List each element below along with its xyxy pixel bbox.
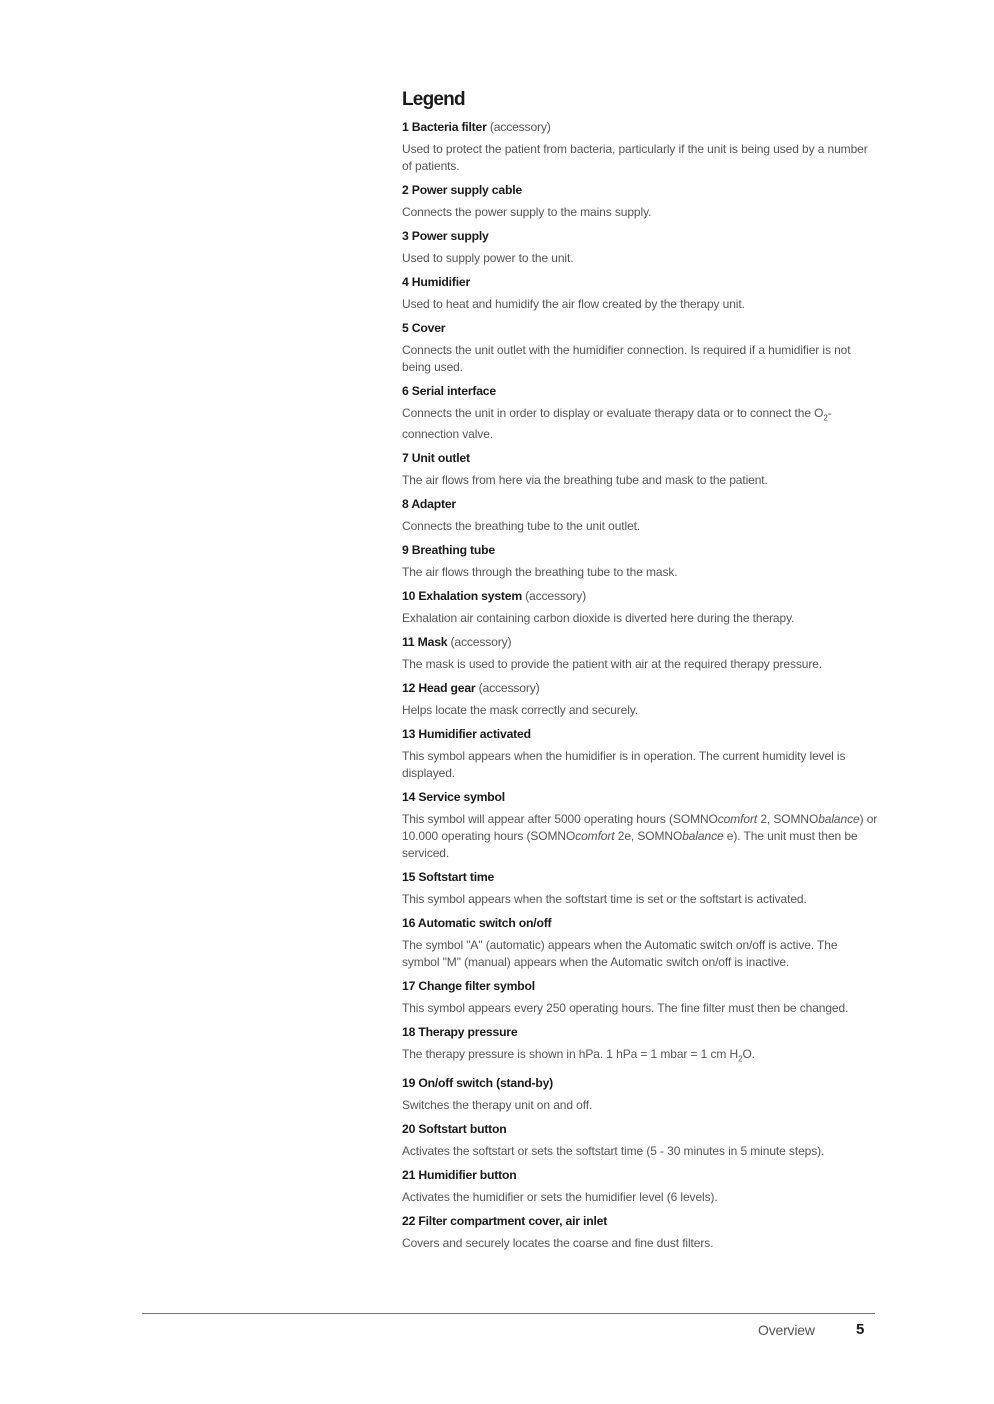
legend-item-heading [402, 589, 878, 604]
legend-item [402, 1122, 878, 1160]
description-text: The mask is used to provide the patient with air at the required therapy pressure. [402, 657, 823, 672]
legend-item-number: 15 [402, 870, 416, 885]
description-text: The air flows through the breathing tube to the mask. [402, 565, 678, 580]
legend-item-description [402, 1143, 878, 1160]
description-text: The therapy pressure is shown in hPa. 1 hPa = 1 mbar = 1 cm H [402, 1047, 739, 1062]
legend-item-number: 20 [402, 1121, 416, 1136]
legend-item-note: (accessory) [525, 589, 586, 604]
legend-item-heading [402, 979, 878, 994]
legend-item-heading [402, 1214, 878, 1229]
legend-item [402, 543, 878, 581]
legend-item-name: Head gear [418, 681, 476, 696]
legend-item-description [402, 702, 878, 719]
legend-item-heading [402, 451, 878, 466]
description-text: Connects the power supply to the mains supply. [402, 205, 652, 219]
legend-item-name: Humidifier button [418, 1167, 517, 1182]
legend-item-heading [402, 916, 878, 931]
legend-item-name: On/off switch (stand-by) [418, 1075, 554, 1090]
legend-item-name: Change filter symbol [418, 979, 535, 994]
legend-item-description [402, 1046, 878, 1067]
legend-item-description [402, 1235, 878, 1252]
legend-item-name: Filter compartment cover, air inlet [418, 1213, 608, 1228]
legend-item-description [402, 748, 878, 782]
legend-item-description [402, 342, 878, 376]
legend-item-number: 12 [402, 681, 416, 696]
legend-item [402, 1214, 878, 1252]
legend-item [402, 870, 878, 908]
footer-divider [142, 1313, 875, 1314]
legend-item [402, 451, 878, 489]
description-text: 2 [738, 1054, 743, 1064]
legend-item-number: 17 [402, 979, 416, 994]
legend-item [402, 681, 878, 719]
description-text: Used to heat and humidify the air flow created by the therapy unit. [402, 297, 745, 311]
legend-item-number: 6 [402, 384, 409, 398]
legend-item-description [402, 1000, 878, 1017]
legend-item-heading [402, 1076, 878, 1091]
legend-item-number: 13 [402, 727, 416, 742]
legend-item-name: Humidifier activated [418, 727, 531, 742]
legend-item-number: 22 [402, 1213, 416, 1228]
footer-section-name: Overview [758, 1322, 815, 1338]
legend-item-name: Power supply cable [411, 183, 522, 197]
description-text: e). The unit must then be serviced. [402, 829, 858, 861]
description-text: This symbol appears when the softstart time is set or the softstart is activated. [402, 892, 807, 907]
legend-item-name: Power supply [411, 229, 489, 243]
legend-item-description [402, 250, 878, 267]
legend-item [402, 589, 878, 627]
legend-item-number: 1 [402, 120, 409, 134]
page-number: 5 [856, 1321, 865, 1338]
legend-item-heading [402, 1025, 878, 1040]
legend-item [402, 120, 878, 175]
legend-item-description [402, 891, 878, 908]
legend-item-description [402, 937, 878, 971]
legend-item-number: 21 [402, 1167, 416, 1182]
legend-item-name: Service symbol [418, 790, 505, 805]
description-text: balance [818, 812, 860, 827]
description-text: Exhalation air containing carbon dioxide is diverted here during the therapy. [402, 611, 795, 626]
legend-item [402, 635, 878, 673]
legend-item [402, 497, 878, 535]
legend-item-number: 18 [402, 1025, 416, 1040]
description-text: Activates the humidifier or sets the humidifier level (6 levels). [402, 1189, 718, 1204]
legend-item-heading [402, 727, 878, 742]
legend-item [402, 1076, 878, 1114]
legend-item-name: Adapter [411, 497, 456, 512]
legend-item-number: 3 [402, 229, 409, 243]
legend-item-description [402, 518, 878, 535]
description-text: Covers and securely locates the coarse and fine dust filters. [402, 1235, 714, 1250]
legend-item-heading [402, 543, 878, 558]
description-text: This symbol will appear after 5000 operating hours (SOMNO [402, 812, 718, 827]
legend-item [402, 790, 878, 862]
legend-item [402, 1025, 878, 1067]
legend-item-name: Exhalation system [418, 589, 522, 604]
legend-item-heading [402, 1168, 878, 1183]
legend-item-heading [402, 1122, 878, 1137]
legend-item-note: (accessory) [478, 681, 540, 696]
description-text: O. [742, 1047, 755, 1062]
legend-item-number: 2 [402, 183, 409, 197]
legend-item [402, 275, 878, 313]
legend-item-name: Softstart time [418, 870, 495, 885]
legend-item-number: 5 [402, 321, 409, 335]
legend-item-description [402, 472, 878, 489]
description-text: Connects the unit outlet with the humidifier connection. Is required if a humidifier is not being used. [402, 343, 851, 374]
legend-item-number: 11 [402, 635, 415, 650]
legend-item-heading [402, 635, 878, 650]
legend-item-name: Softstart button [418, 1121, 507, 1136]
description-text: This symbol appears when the humidifier is in operation. The current humidity level is displayed. [402, 749, 846, 781]
description-text: Switches the therapy unit on and off. [402, 1097, 593, 1112]
legend-item-description [402, 1097, 878, 1114]
legend-item-number: 9 [402, 543, 409, 558]
description-text: Connects the unit in order to display or evaluate therapy data or to connect the O [402, 406, 824, 420]
description-text: ) or 10.000 operating hours (SOMNO [402, 812, 878, 844]
legend-item-name: Breathing tube [411, 543, 495, 558]
legend-item-heading [402, 870, 878, 885]
legend-item-number: 19 [402, 1075, 416, 1090]
legend-item-name: Mask [417, 635, 448, 650]
legend-item-name: Humidifier [411, 275, 471, 289]
legend-item-heading [402, 275, 878, 290]
description-text: Activates the softstart or sets the softstart time (5 - 30 minutes in 5 minute steps). [402, 1143, 825, 1158]
description-text: The air flows from here via the breathing tube and mask to the patient. [402, 473, 768, 488]
legend-item-heading [402, 321, 878, 336]
legend-item-description [402, 1189, 878, 1206]
legend-item-description [402, 656, 878, 673]
legend-item-name: Automatic switch on/off [417, 916, 552, 931]
description-text: Helps locate the mask correctly and securely. [402, 703, 639, 718]
description-text: comfort [717, 812, 758, 827]
description-text: Used to protect the patient from bacteria, particularly if the unit is being used by a number of patients. [402, 142, 868, 173]
legend-item-name: Serial interface [411, 384, 496, 398]
legend-item-heading [402, 681, 878, 696]
legend-item-number: 8 [402, 497, 409, 512]
legend-section [402, 88, 878, 1260]
description-text: Connects the breathing tube to the unit outlet. [402, 519, 641, 534]
legend-item [402, 229, 878, 267]
description-text: 2, SOMNO [757, 812, 819, 827]
description-text: This symbol appears every 250 operating hours. The fine filter must then be changed. [402, 1001, 849, 1016]
legend-item-description [402, 564, 878, 581]
legend-item-heading [402, 183, 878, 198]
description-text: Used to supply power to the unit. [402, 251, 574, 265]
legend-item-number: 4 [402, 275, 409, 289]
legend-item [402, 1168, 878, 1206]
legend-item [402, 916, 878, 971]
legend-item-description [402, 811, 878, 862]
legend-item-number: 7 [402, 451, 409, 466]
legend-item-heading [402, 229, 878, 244]
legend-item-description [402, 405, 878, 443]
legend-item [402, 979, 878, 1017]
legend-item-heading [402, 497, 878, 512]
legend-item [402, 727, 878, 782]
legend-item-name: Cover [411, 321, 446, 335]
legend-item-number: 14 [402, 790, 416, 805]
legend-item-heading [402, 384, 878, 399]
description-text: The symbol "A" (automatic) appears when the Automatic switch on/off is active. The symbol "M" (manual) appears when the Automatic switch on/off is inactive. [402, 938, 838, 970]
legend-item-number: 16 [402, 916, 416, 931]
legend-item [402, 321, 878, 376]
description-text: 2e, SOMNO [614, 829, 683, 844]
legend-item [402, 384, 878, 443]
description-text: comfort [575, 829, 615, 844]
description-text: 2 [823, 413, 828, 423]
page-title: Legend [402, 89, 465, 110]
legend-item-description [402, 296, 878, 313]
legend-item-name: Unit outlet [411, 451, 470, 466]
legend-item-description [402, 141, 878, 175]
legend-item-heading [402, 120, 878, 135]
legend-list [402, 120, 878, 1252]
legend-item-note: (accessory) [450, 635, 512, 650]
legend-item-note: (accessory) [489, 120, 551, 134]
legend-item-name: Bacteria filter [411, 120, 487, 134]
description-text: balance [682, 829, 724, 844]
legend-item-heading [402, 790, 878, 805]
legend-item-number: 10 [402, 589, 416, 604]
legend-item [402, 183, 878, 221]
description-text: -connection valve. [402, 406, 832, 442]
legend-item-description [402, 204, 878, 221]
legend-item-description [402, 610, 878, 627]
legend-item-name: Therapy pressure [418, 1025, 518, 1040]
